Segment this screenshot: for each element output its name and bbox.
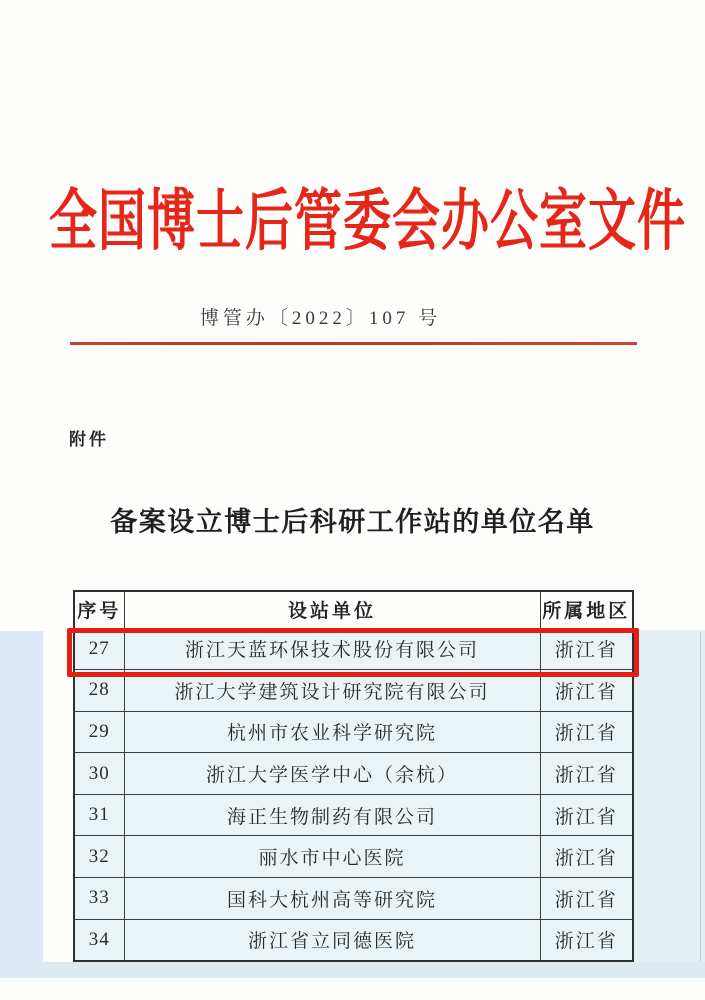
row-number-cell: 31 bbox=[74, 794, 124, 836]
unit-name-cell: 浙江天蓝环保技术股份有限公司 bbox=[124, 628, 540, 670]
row-number-cell: 27 bbox=[74, 628, 124, 670]
header-unit-name: 设站单位 bbox=[124, 591, 540, 628]
table-row bbox=[74, 794, 633, 836]
unit-name-cell: 丽水市中心医院 bbox=[124, 836, 540, 878]
table-row bbox=[74, 670, 633, 712]
row-number-cell: 33 bbox=[74, 878, 124, 920]
page-edge-line bbox=[700, 632, 701, 962]
scan-tint-bottom-strip bbox=[0, 962, 705, 978]
row-number-cell: 30 bbox=[74, 753, 124, 795]
unit-name-cell: 杭州市农业科学研究院 bbox=[124, 711, 540, 753]
unit-name-cell: 浙江大学建筑设计研究院有限公司 bbox=[124, 670, 540, 712]
region-cell: 浙江省 bbox=[540, 670, 633, 712]
document-number: 博管办〔2022〕107 号 bbox=[199, 308, 442, 329]
region-cell: 浙江省 bbox=[540, 794, 633, 836]
region-cell: 浙江省 bbox=[540, 753, 633, 795]
unit-name-cell: 浙江大学医学中心（余杭） bbox=[124, 753, 540, 795]
row-number-cell: 28 bbox=[74, 670, 124, 712]
region-cell: 浙江省 bbox=[540, 836, 633, 878]
table-row bbox=[74, 836, 633, 878]
table-row bbox=[74, 753, 633, 795]
table-row bbox=[74, 711, 633, 753]
table-row bbox=[74, 919, 633, 961]
table-title: 备案设立博士后科研工作站的单位名单 bbox=[110, 507, 595, 537]
region-cell: 浙江省 bbox=[540, 878, 633, 920]
table-row bbox=[74, 878, 633, 920]
scan-tint-right-strip bbox=[632, 630, 705, 965]
red-divider-line bbox=[70, 342, 637, 345]
attachment-label: 附件 bbox=[69, 430, 109, 449]
region-cell: 浙江省 bbox=[540, 628, 633, 670]
unit-name-cell: 国科大杭州高等研究院 bbox=[124, 878, 540, 920]
header-serial-number: 序号 bbox=[74, 591, 124, 628]
header-region: 所属地区 bbox=[540, 591, 633, 628]
row-number-cell: 34 bbox=[74, 919, 124, 961]
row-number-cell: 29 bbox=[74, 711, 124, 753]
unit-name-cell: 浙江省立同德医院 bbox=[124, 919, 540, 961]
units-table bbox=[73, 590, 634, 962]
region-cell: 浙江省 bbox=[540, 711, 633, 753]
table-header-row bbox=[74, 591, 633, 628]
unit-name-cell: 海正生物制药有限公司 bbox=[124, 794, 540, 836]
scan-tint-left-strip bbox=[0, 631, 43, 977]
table-row bbox=[74, 628, 633, 670]
row-number-cell: 32 bbox=[74, 836, 124, 878]
region-cell: 浙江省 bbox=[540, 919, 633, 961]
document-title: 全国博士后管委会办公室文件 bbox=[48, 185, 686, 259]
